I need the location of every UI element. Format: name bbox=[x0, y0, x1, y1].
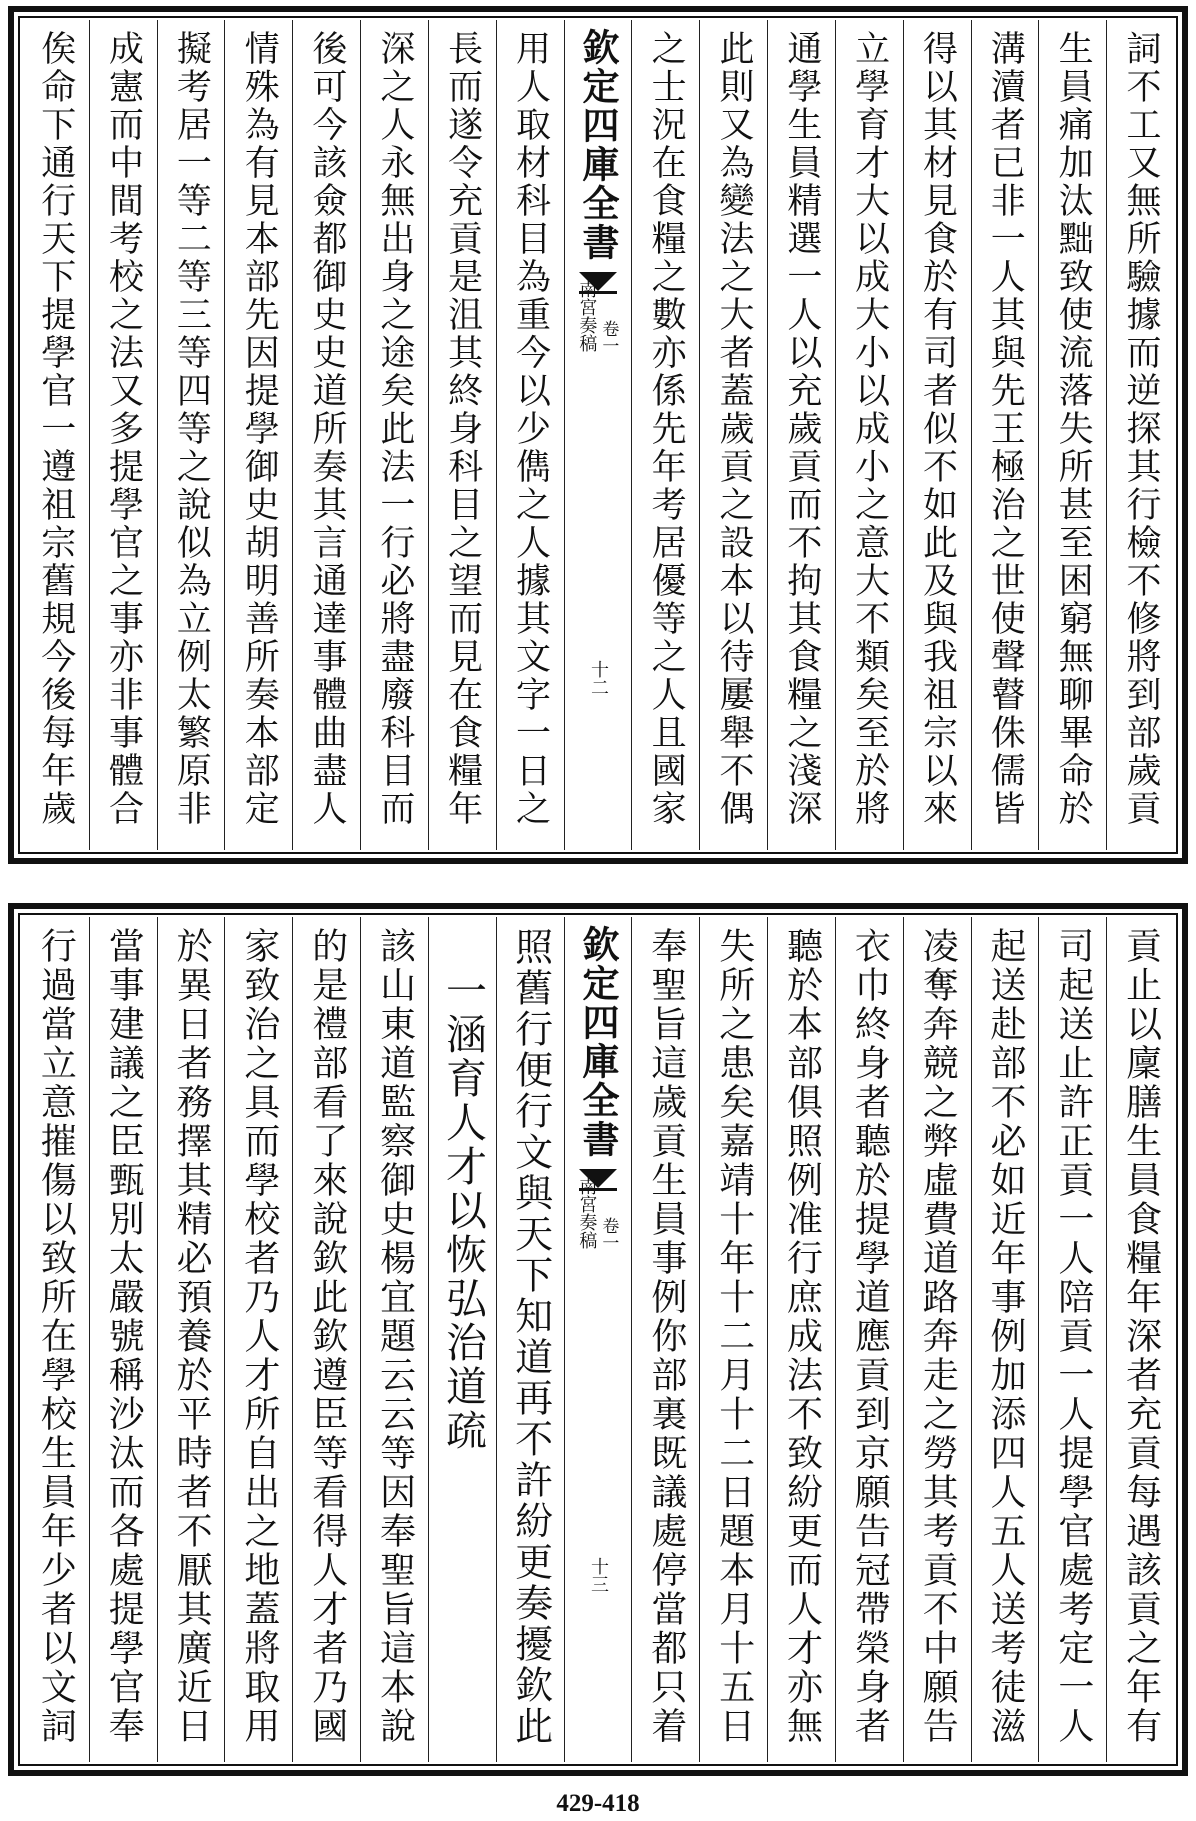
memorial-heading: 一涵育人才以恢弘治道疏 bbox=[439, 969, 488, 1453]
text-column bbox=[835, 20, 903, 850]
column-text: 溝瀆者已非一人其與先王極治之世使聲瞽侏儒皆 bbox=[985, 30, 1026, 828]
gutter-volume-label: 卷一 bbox=[598, 1217, 619, 1251]
column-text: 凌奪奔競之弊虛費道路奔走之勞其考貢不中願告 bbox=[917, 927, 959, 1746]
book-title: 欽定四庫全書 bbox=[575, 28, 620, 262]
text-column bbox=[22, 917, 89, 1762]
text-column bbox=[971, 917, 1039, 1762]
text-column bbox=[699, 20, 767, 850]
text-column bbox=[360, 917, 428, 1762]
top-page bbox=[8, 6, 1188, 864]
column-text: 之士況在食糧之數亦係先年考居優等之人且國家 bbox=[646, 30, 687, 828]
bottom-text-columns bbox=[22, 917, 1174, 1762]
text-column bbox=[767, 917, 835, 1762]
column-text: 聽於本部俱照例准行庶成法不致紛更而人才亦無 bbox=[781, 927, 823, 1746]
column-text: 深之人永無出身之途矣此法一行必將盡廢科目而 bbox=[374, 30, 415, 828]
column-text: 成憲而中間考校之法又多提學官之事亦非事體合 bbox=[103, 30, 144, 828]
text-column bbox=[157, 20, 225, 850]
column-text: 通學生員精選一人以充歲貢而不拘其食糧之淺深 bbox=[781, 30, 822, 828]
column-text: 衣巾終身者聽於提學道應貢到京願告冠帶榮身者 bbox=[849, 927, 891, 1746]
text-column bbox=[428, 20, 496, 850]
column-text: 於異日者務擇其精必預養於平時者不厭其廣近日 bbox=[171, 927, 213, 1746]
column-text: 情殊為有見本部先因提學御史胡明善所奏本部定 bbox=[239, 30, 280, 828]
book-title: 欽定四庫全書 bbox=[575, 925, 620, 1159]
column-text: 奉聖旨這歲貢生員事例你部裏既議處停當都只着 bbox=[645, 927, 687, 1746]
text-column bbox=[157, 917, 225, 1762]
text-column bbox=[22, 20, 89, 850]
column-text: 詞不工又無所驗據而逆探其行檢不修將到部歲貢 bbox=[1120, 30, 1161, 828]
text-column bbox=[224, 20, 292, 850]
gutter-section-title: 南宮奏稿 bbox=[576, 280, 598, 352]
text-column bbox=[1038, 20, 1106, 850]
text-column bbox=[631, 20, 699, 850]
center-gutter bbox=[564, 917, 632, 1762]
text-column bbox=[89, 917, 157, 1762]
column-text: 行過當立意摧傷以致所在學校生員年少者以文詞 bbox=[35, 927, 77, 1746]
column-text: 擬考居一等二等三等四等之說似為立例太繁原非 bbox=[171, 30, 212, 828]
column-text: 司起送止許正貢一人陪貢一人提學官處考定一人 bbox=[1052, 927, 1094, 1746]
column-text: 長而遂令充貢是沮其終身科目之望而見在食糧年 bbox=[442, 30, 483, 828]
column-text: 家致治之具而學校者乃人才所自出之地蓋將取用 bbox=[238, 927, 280, 1746]
text-column bbox=[1106, 917, 1174, 1762]
center-gutter bbox=[564, 20, 632, 850]
folio-number: 十二 bbox=[587, 660, 609, 696]
text-column bbox=[89, 20, 157, 850]
column-text: 俟命下通行天下提學官一遵祖宗舊規今後每年歲 bbox=[35, 30, 76, 828]
column-text: 此則又為變法之大者蓋歲貢之設本以待屢舉不偶 bbox=[713, 30, 754, 828]
column-text: 用人取材科目為重今以少儁之人據其文字一日之 bbox=[510, 30, 551, 828]
bottom-page bbox=[8, 903, 1188, 1776]
text-column bbox=[292, 917, 360, 1762]
gutter-section-title: 南宮奏稿 bbox=[576, 1177, 598, 1249]
column-text: 照舊行便行文與天下知道再不許紛更奏擾欽此 bbox=[508, 927, 553, 1747]
text-column bbox=[835, 917, 903, 1762]
text-column bbox=[767, 20, 835, 850]
page-number: 429-418 bbox=[556, 1790, 640, 1817]
column-text: 後可今該僉都御史史道所奏其言通達事體曲盡人 bbox=[307, 30, 348, 828]
column-text: 的是禮部看了來說欽此欽遵臣等看得人才者乃國 bbox=[306, 927, 348, 1746]
text-column bbox=[360, 20, 428, 850]
text-column bbox=[496, 917, 564, 1762]
gutter-volume-label: 卷一 bbox=[598, 320, 619, 354]
text-column bbox=[496, 20, 564, 850]
column-text: 該山東道監察御史楊宜題云云等因奉聖旨這本說 bbox=[374, 927, 416, 1746]
text-column bbox=[292, 20, 360, 850]
column-text: 立學育才大以成大小以成小之意大不類矣至於將 bbox=[849, 30, 890, 828]
column-text: 得以其材見食於有司者似不如此及與我祖宗以來 bbox=[917, 30, 958, 828]
text-column bbox=[428, 917, 496, 1762]
column-text: 貢止以廩膳生員食糧年深者充貢每遇該貢之年有 bbox=[1120, 927, 1162, 1746]
text-column bbox=[1038, 917, 1106, 1762]
column-text: 失所之患矣嘉靖十年十二月十二日題本月十五日 bbox=[713, 927, 755, 1746]
text-column bbox=[631, 917, 699, 1762]
column-text: 起送赴部不必如近年事例加添四人五人送考徒滋 bbox=[985, 927, 1027, 1746]
text-column bbox=[903, 917, 971, 1762]
text-column bbox=[1106, 20, 1174, 850]
text-column bbox=[699, 917, 767, 1762]
column-text: 當事建議之臣甄別太嚴號稱沙汰而各處提學官奉 bbox=[103, 927, 145, 1746]
column-text: 生員痛加汰黜致使流落失所甚至困窮無聊畢命於 bbox=[1053, 30, 1094, 828]
folio-number: 十三 bbox=[587, 1557, 609, 1593]
text-column bbox=[971, 20, 1039, 850]
text-column bbox=[903, 20, 971, 850]
top-text-columns bbox=[22, 20, 1174, 850]
text-column bbox=[224, 917, 292, 1762]
